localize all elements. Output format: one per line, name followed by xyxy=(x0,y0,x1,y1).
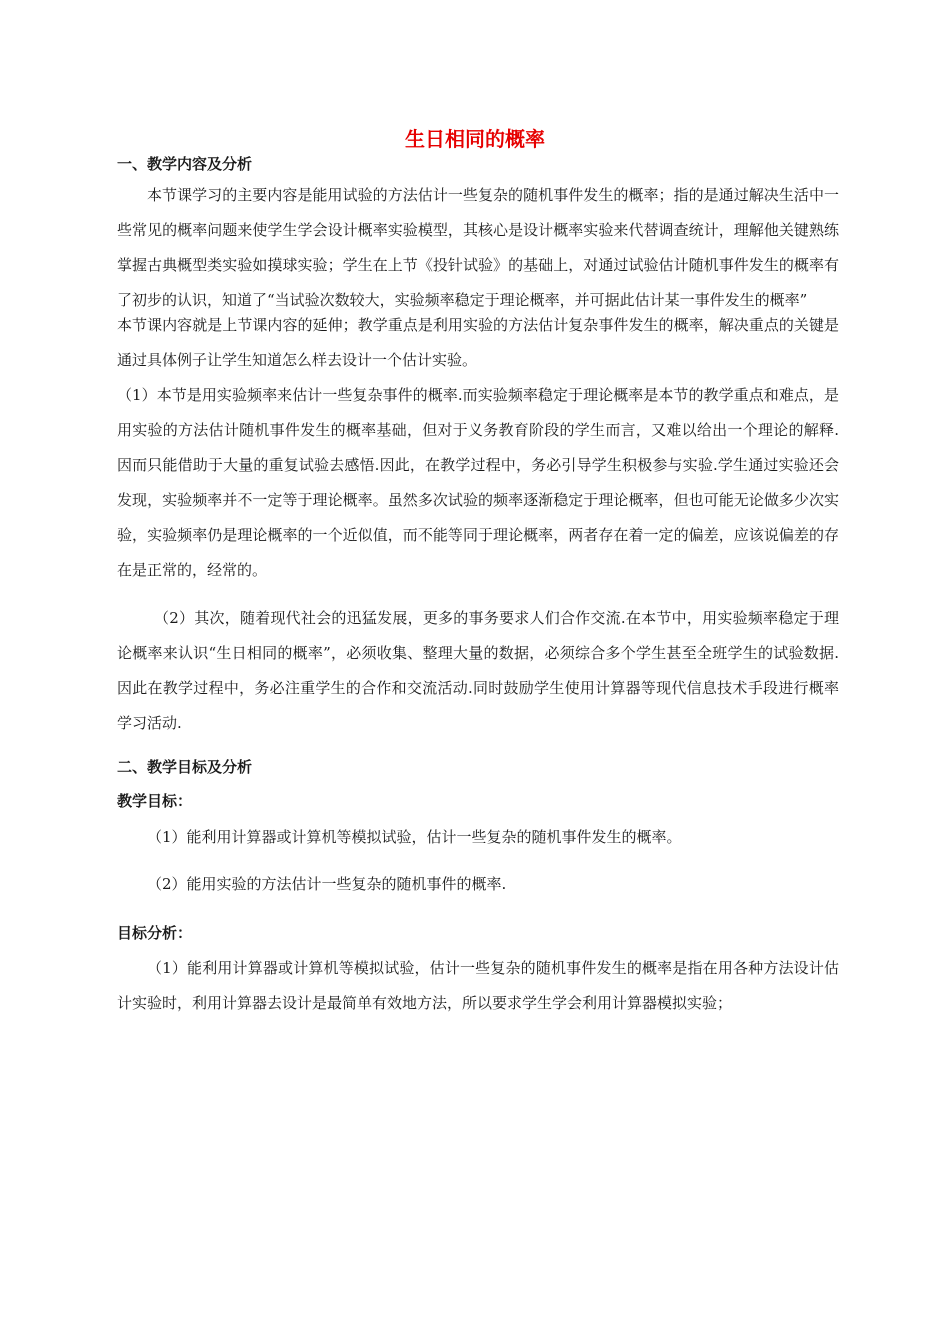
document-body xyxy=(117,151,839,1021)
section1-heading: 一、教学内容及分析 xyxy=(117,155,253,173)
goal-item-2: （2）能用实验的方法估计一些复杂的随机事件的概率. xyxy=(147,875,507,893)
analysis-item-1: （1）能利用计算器或计算机等模拟试验，估计一些复杂的随机事件发生的概率是指在用各种方法设计估计实验时，利用计算器去设计是最简单有效地方法，所以要求学生学会利用计算器模拟实验； xyxy=(117,959,839,1012)
goal-item-1: （1）能利用计算器或计算机等模拟试验，估计一些复杂的随机事件发生的概率。 xyxy=(147,828,682,846)
section2-heading: 二、教学目标及分析 xyxy=(117,758,253,776)
document-title: 生日相同的概率 xyxy=(405,127,545,151)
section1-paragraph-1: 本节课学习的主要内容是能用试验的方法估计一些复杂的随机事件发生的概率；指的是通过解决生活中一些常见的概率问题来使学生学会设计概率实验模型，其核心是设计概率实验来代替调查统计，理解他关键熟练掌握古典概型类实验如摸球实验；学生在上节《投针试验》的基础上，对通过试验估计随机事件发生的概率有了初步的认识，知道了“当试验次数较大，实验频率稳定于理论概率，并可据此估计某一事件发生的概率” xyxy=(117,186,839,309)
section1-paragraph-4: （2）其次，随着现代社会的迅猛发展，更多的事务要求人们合作交流.在本节中，用实验频率稳定于理论概率来认识“生日相同的概率”，必须收集、整理大量的数据，必须综合多个学生甚至全班学生的试验数据.因此在教学过程中，务必注重学生的合作和交流活动.同时鼓励学生使用计算器等现代信息技术手段进行概率学习活动. xyxy=(117,609,839,732)
goals-heading: 教学目标： xyxy=(117,792,193,810)
section1-paragraph-2: 本节课内容就是上节课内容的延伸；教学重点是利用实验的方法估计复杂事件发生的概率，解决重点的关键是通过具体例子让学生知道怎么样去设计一个估计实验。 xyxy=(117,316,839,369)
section1-paragraph-3: （1）本节是用实验频率来估计一些复杂事件的概率.而实验频率稳定于理论概率是本节的教学重点和难点，是用实验的方法估计随机事件发生的概率基础，但对于义务教育阶段的学生而言，又难以给出一个理论的解释.因而只能借助于大量的重复试验去感悟.因此，在教学过程中，务必引导学生积极参与实验.学生通过实验还会发现，实验频率并不一定等于理论概率。虽然多次试验的频率逐渐稳定于理论概率，但也可能无论做多少次实验，实验频率仍是理论概率的一个近似值，而不能等同于理论概率，两者存在着一定的偏差，应该说偏差的存在是正常的，经常的。 xyxy=(117,386,839,579)
analysis-heading: 目标分析： xyxy=(117,924,193,942)
